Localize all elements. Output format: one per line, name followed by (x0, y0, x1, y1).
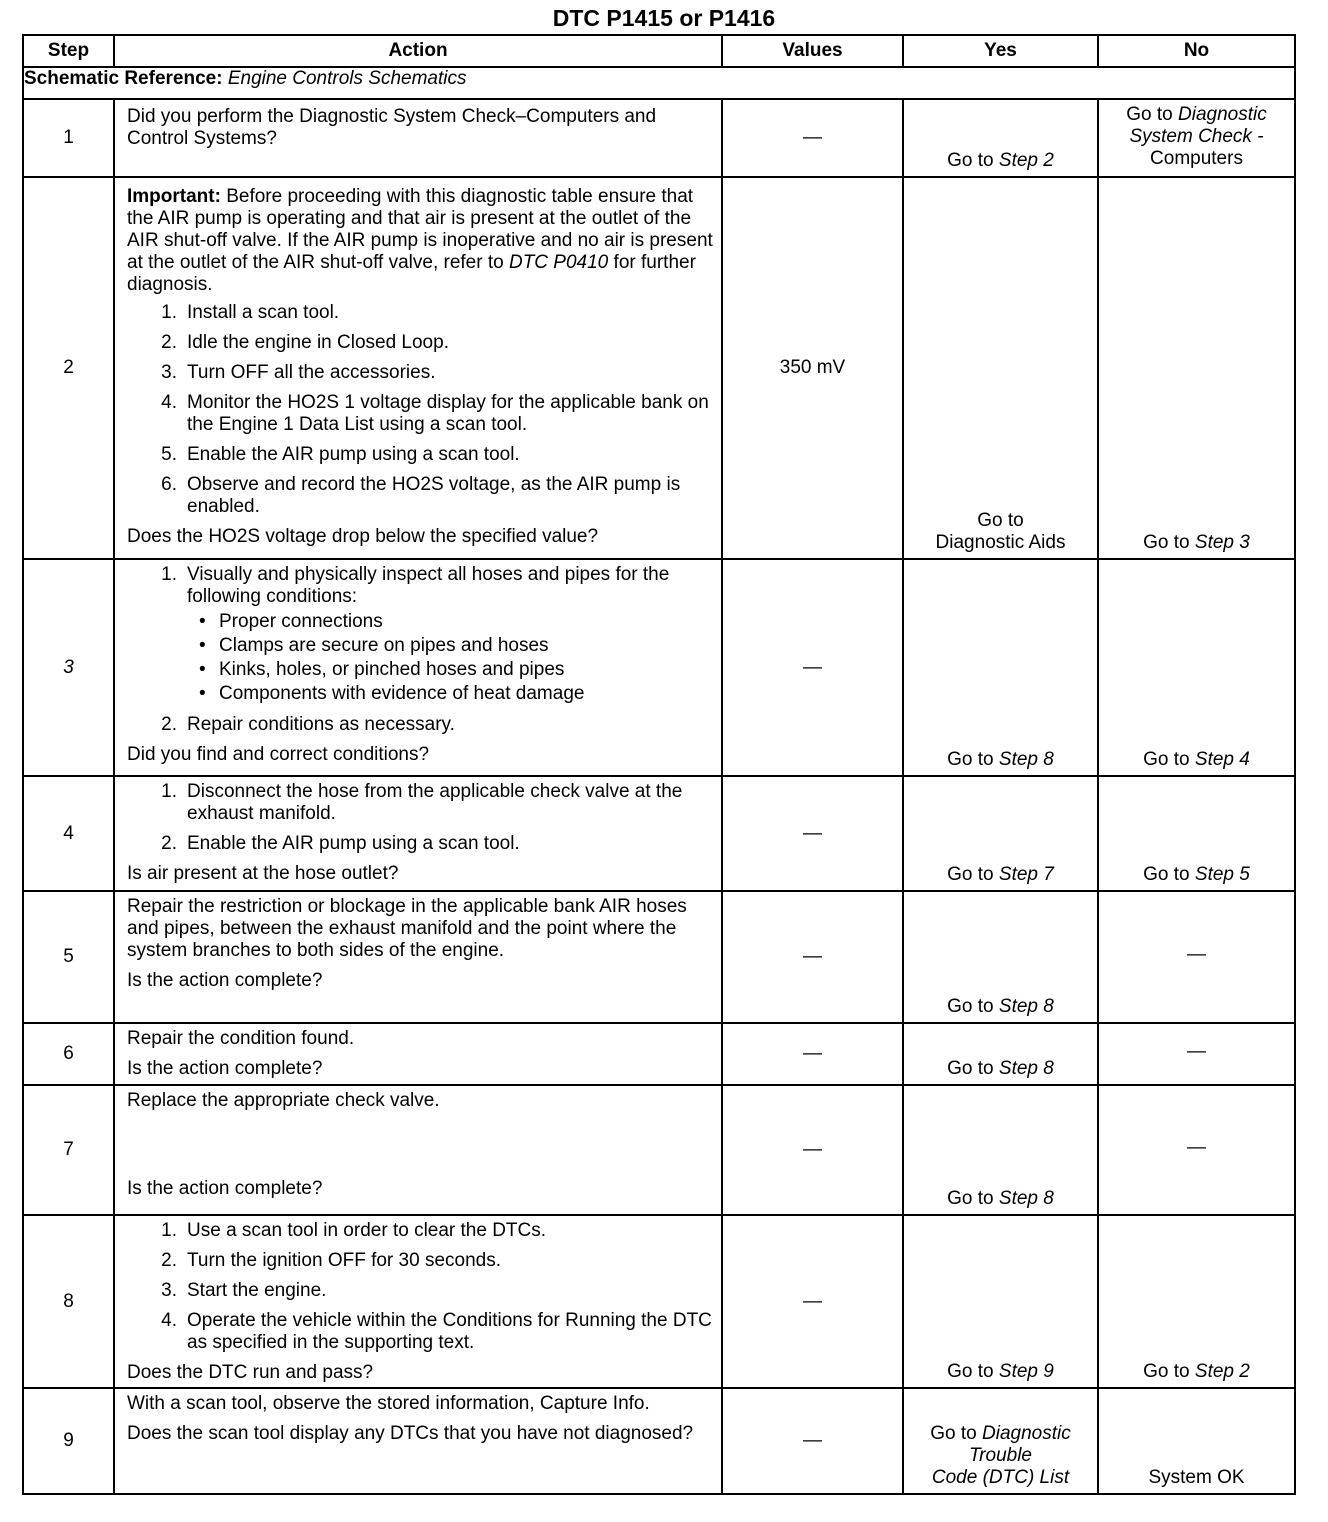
schematic-reference-row (23, 67, 1295, 99)
yes-link[interactable]: Step 8 (998, 749, 1054, 770)
action-cell (114, 891, 722, 1023)
step-number: 8 (23, 1215, 114, 1388)
action-cell (114, 1023, 722, 1085)
yes-cell: Go to Step 8 (903, 1023, 1098, 1085)
yes-link[interactable]: Step 8 (998, 1058, 1054, 1079)
page-title: DTC P1415 or P1416 (552, 5, 776, 31)
value-cell: — (722, 1023, 903, 1085)
action-cell (114, 1085, 722, 1215)
table-row (23, 177, 1295, 559)
yes-cell: Go to Step 8 (903, 1085, 1098, 1215)
step-question: Is air present at the hose outlet? (127, 863, 399, 884)
value-cell: 350 mV (722, 177, 903, 559)
no-cell: System OK (1098, 1388, 1295, 1494)
list-item: 3. Turn OFF all the accessories. (161, 362, 436, 383)
value-cell: — (722, 99, 903, 177)
step-text: Replace the appropriate check valve. (127, 1090, 440, 1111)
step-number: 1 (23, 99, 114, 177)
step-question: Did you find and correct conditions? (127, 744, 430, 765)
no-cell: Go to Step 3 (1098, 177, 1295, 559)
step-text: Repair the condition found. (127, 1028, 355, 1049)
yes-link[interactable]: Step 8 (998, 996, 1054, 1017)
yes-cell: Go to Step 8 (903, 559, 1098, 776)
step-number: 9 (23, 1388, 114, 1494)
step-question: Is the action complete? (127, 970, 323, 991)
value-cell: — (722, 1388, 903, 1494)
no-cell: Go to Step 4 (1098, 559, 1295, 776)
header-values: Values (722, 35, 903, 67)
header-yes: Yes (903, 35, 1098, 67)
action-cell (114, 776, 722, 891)
procedure-list (127, 781, 715, 855)
yes-cell: Go to Step 9 (903, 1215, 1098, 1388)
header-step: Step (23, 35, 114, 67)
value-cell: — (722, 1215, 903, 1388)
dtc-list-link[interactable]: Diagnostic (982, 1423, 1071, 1444)
no-cell: — (1098, 1023, 1295, 1085)
step-number: 5 (23, 891, 114, 1023)
table-row (23, 776, 1295, 891)
yes-cell (903, 99, 1098, 177)
yes-cell: Go to Diagnostic Aids (903, 177, 1098, 559)
no-suffix: Computers (1150, 148, 1243, 169)
step-question: Is the action complete? (127, 1058, 323, 1079)
procedure-list (127, 564, 715, 736)
yes-cell: Go to Step 8 (903, 891, 1098, 1023)
yes-link[interactable]: Step 8 (998, 1188, 1054, 1209)
important-note: Important: Before proceeding with this diagnostic table ensure that the AIR pump is operating and that air is present at the outlet of the AIR shut-off valve. If the AIR pump is inoperative and no air is present at the outlet of the AIR shut-off valve, refer to DTC P0410 for further diagnosis. (127, 186, 713, 295)
list-item: 1. Use a scan tool in order to clear the DTCs. (161, 1220, 547, 1241)
important-label: Important: (127, 186, 221, 207)
step-question: Does the scan tool display any DTCs that you have not diagnosed? (127, 1423, 694, 1444)
condition-bullets: • Proper connections • Clamps are secure on pipes and hoses • Kinks, holes, or pinched hoses and pipes • Components with evidence of heat damage (187, 610, 715, 706)
step-number: 7 (23, 1085, 114, 1215)
step-question: Does the HO2S voltage drop below the specified value? (127, 526, 599, 547)
list-item: 2. Idle the engine in Closed Loop. (161, 332, 449, 353)
no-cell: Go to Step 2 (1098, 1215, 1295, 1388)
yes-link[interactable]: Step 9 (998, 1361, 1054, 1382)
value-cell: — (722, 559, 903, 776)
no-link[interactable]: Step 4 (1194, 749, 1250, 770)
schematic-label: Schematic Reference: (24, 68, 223, 89)
action-cell (114, 177, 722, 559)
yes-link[interactable]: Step 2 (998, 150, 1054, 171)
step-question: Did you perform the Diagnostic System Check–Computers and Control Systems? (127, 106, 657, 149)
value-cell: — (722, 891, 903, 1023)
table-row (23, 99, 1295, 177)
no-prefix: Go to (1126, 104, 1179, 125)
no-link[interactable]: Step 3 (1194, 532, 1250, 553)
list-item: 2. Repair conditions as necessary. (161, 714, 455, 735)
step-text: Repair the restriction or blockage in the applicable bank AIR hoses and pipes, between the exhaust manifold and the point where the system branches to both sides of the engine. (127, 896, 687, 961)
header-action: Action (114, 35, 722, 67)
step-number: 2 (23, 177, 114, 559)
step-question: Does the DTC run and pass? (127, 1362, 374, 1383)
step-number: 4 (23, 776, 114, 891)
list-item: 1. Disconnect the hose from the applicable check valve at the exhaust manifold. (161, 781, 683, 824)
list-item: 4. Operate the vehicle within the Conditions for Running the DTC as specified in the supporting text. (161, 1310, 712, 1353)
procedure-list (127, 1220, 715, 1354)
table-row (23, 891, 1295, 1023)
list-item: 4. Monitor the HO2S 1 voltage display for the applicable bank on the Engine 1 Data List using a scan tool. (161, 392, 709, 435)
no-link[interactable]: Diagnostic System Check - (1129, 104, 1267, 147)
procedure-list (127, 302, 715, 518)
list-item: 5. Enable the AIR pump using a scan tool. (161, 444, 520, 465)
list-item: 3. Start the engine. (161, 1280, 327, 1301)
schematic-reference (23, 67, 1295, 99)
no-cell: — (1098, 891, 1295, 1023)
no-cell (1098, 99, 1295, 177)
list-item: 1. Visually and physically inspect all hoses and pipes for the following conditions: • Proper connections • Clamps are secure on pipes and hoses • Kinks, holes, or pinched hoses and pipes • Components with evidence of heat damage (127, 564, 715, 706)
step-question: Is the action complete? (127, 1178, 323, 1199)
yes-link[interactable]: Step 7 (998, 864, 1054, 885)
header-row (23, 35, 1295, 67)
yes-cell: Go to Diagnostic Trouble Code (DTC) List (903, 1388, 1098, 1494)
no-cell: Go to Step 5 (1098, 776, 1295, 891)
dtc-p0410-link[interactable]: DTC P0410 (508, 252, 609, 273)
table-row (23, 559, 1295, 776)
table-row (23, 1023, 1295, 1085)
no-link[interactable]: Step 2 (1194, 1361, 1250, 1382)
step-number: 6 (23, 1023, 114, 1085)
table-row (23, 1215, 1295, 1388)
diagnostic-table (22, 34, 1296, 1495)
schematic-link[interactable]: Engine Controls Schematics (227, 68, 467, 89)
action-cell (114, 559, 722, 776)
action-cell (114, 1388, 722, 1494)
step-text: With a scan tool, observe the stored information, Capture Info. (127, 1393, 650, 1414)
header-no: No (1098, 35, 1295, 67)
value-cell: — (722, 776, 903, 891)
list-item: 6. Observe and record the HO2S voltage, as the AIR pump is enabled. (161, 474, 681, 517)
value-cell: — (722, 1085, 903, 1215)
no-link[interactable]: Step 5 (1194, 864, 1250, 885)
action-cell (114, 99, 722, 177)
action-cell (114, 1215, 722, 1388)
list-item: 2. Turn the ignition OFF for 30 seconds. (161, 1250, 502, 1271)
table-row (23, 1388, 1295, 1494)
yes-prefix: Go to (947, 150, 999, 171)
table-row (23, 1085, 1295, 1215)
list-item: 1. Install a scan tool. (161, 302, 340, 323)
list-item: 2. Enable the AIR pump using a scan tool. (161, 833, 520, 854)
no-cell: — (1098, 1085, 1295, 1215)
step-number: 3 (23, 559, 114, 776)
yes-cell: Go to Step 7 (903, 776, 1098, 891)
diagnostic-aids-link[interactable]: Diagnostic Aids (935, 532, 1066, 553)
